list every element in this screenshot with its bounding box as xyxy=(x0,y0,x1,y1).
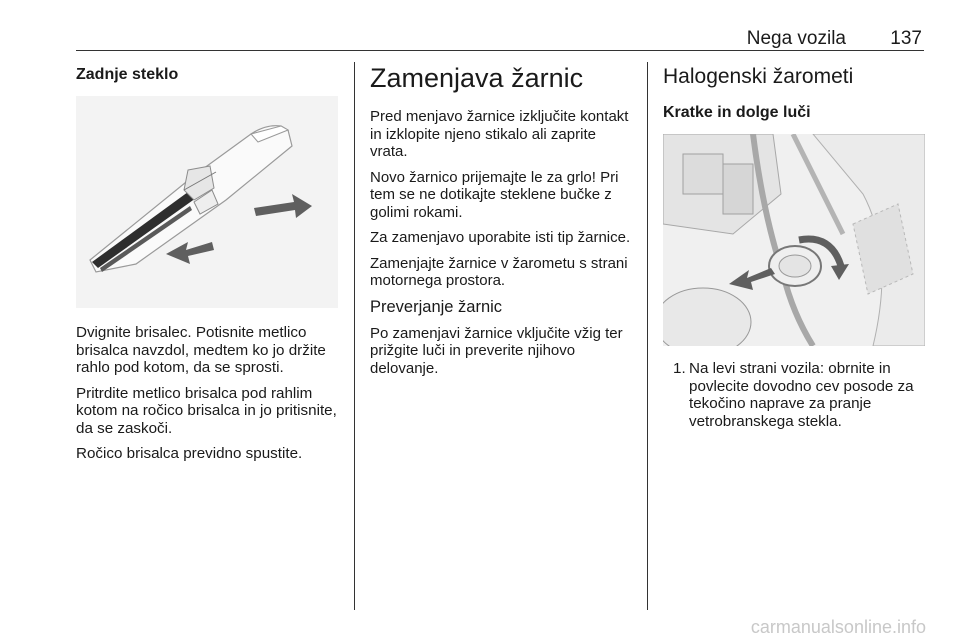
paragraph: Za zamenjavo uporabite isti tip žarnice. xyxy=(370,229,631,246)
headlamp-engine-bay-diagram xyxy=(663,134,925,346)
paragraph: Dvignite brisalec. Potisnite metlico brisalca navzdol, medtem ko jo držite rahlo pod kotom, da se sprosti. xyxy=(76,324,326,376)
column-divider xyxy=(647,62,648,610)
left-column xyxy=(76,62,344,471)
page-header xyxy=(76,26,924,51)
right-column xyxy=(663,62,928,430)
page-number: 137 xyxy=(890,28,922,49)
steps-list xyxy=(663,360,928,430)
rear-wiper-arm-diagram xyxy=(76,96,338,308)
column-divider xyxy=(354,62,355,610)
halogen-headlamps-heading: Halogenski žarometi xyxy=(663,65,854,88)
list-item xyxy=(663,360,928,430)
bulb-check-heading: Preverjanje žarnic xyxy=(370,297,503,316)
paragraph: Pritrdite metlico brisalca pod rahlim kotom na ročico brisalca in jo pritisnite, da se zaskoči. xyxy=(76,384,337,437)
section-title: Nega vozila xyxy=(746,28,846,49)
step-number: 1. xyxy=(673,360,686,377)
bulb-replacement-heading: Zamenjava žarnic xyxy=(370,63,584,93)
paragraph: Zamenjajte žarnice v žarometu s strani motornega prostora. xyxy=(370,254,628,289)
watermark: carmanualsonline.info xyxy=(750,617,926,637)
rear-window-heading: Zadnje steklo xyxy=(76,66,179,83)
step-text: Na levi strani vozila: obrnite in povlecite dovodno cev posode za tekočino naprave za pranje vetrobranskega stekla. xyxy=(689,360,914,430)
low-high-beam-heading: Kratke in dolge luči xyxy=(663,104,811,121)
paragraph: Po zamenjavi žarnice vključite vžig ter prižgite luči in preverite njihovo delovanje. xyxy=(370,324,623,377)
paragraph: Novo žarnico prijemajte le za grlo! Pri tem se ne dotikajte steklene bučke z golimi rokami. xyxy=(370,168,619,221)
paragraph: Pred menjavo žarnice izključite kontakt in izklopite njeno stikalo ali zaprite vrata. xyxy=(370,108,629,160)
paragraph: Ročico brisalca previdno spustite. xyxy=(76,445,303,462)
middle-column xyxy=(370,62,634,385)
